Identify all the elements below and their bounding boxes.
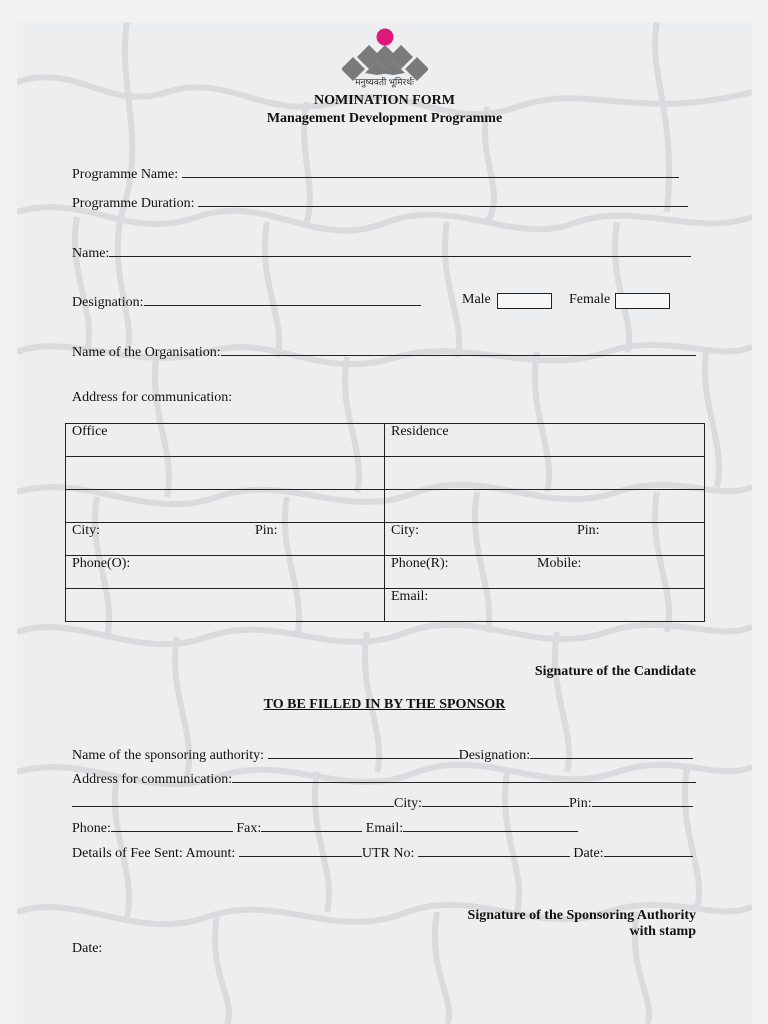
name-line[interactable] xyxy=(109,243,691,257)
office-header-cell xyxy=(66,424,385,457)
mobile-label: Mobile: xyxy=(537,556,582,571)
sponsor-pin-label: Pin: xyxy=(569,796,592,811)
residence-address-line-2[interactable] xyxy=(385,490,705,523)
sponsor-designation-line[interactable] xyxy=(530,745,693,759)
sponsor-fax-line[interactable] xyxy=(261,818,362,832)
residence-pin-label: Pin: xyxy=(577,523,600,538)
office-address-line-1[interactable] xyxy=(66,457,385,490)
office-phone-cell[interactable] xyxy=(66,556,385,589)
address-table xyxy=(65,423,705,622)
office-city-label: City: xyxy=(72,523,101,538)
office-address-line-2[interactable] xyxy=(66,490,385,523)
sponsor-signature-line-1: Signature of the Sponsoring Authority xyxy=(467,908,696,923)
table-row xyxy=(66,589,705,622)
email-label: Email: xyxy=(391,589,429,604)
sponsor-date-label: Date: xyxy=(573,846,604,861)
residence-phone-cell[interactable] xyxy=(385,556,705,589)
office-extra-cell[interactable] xyxy=(66,589,385,622)
sponsor-fee-row xyxy=(72,843,693,862)
form-subtitle: Management Development Programme xyxy=(266,111,503,126)
residence-city-pin-cell[interactable] xyxy=(385,523,705,556)
logo-motto: मनुष्यवती भूमिरर्थः xyxy=(355,77,414,87)
office-pin-label: Pin: xyxy=(255,523,278,538)
table-row xyxy=(66,523,705,556)
office-phone-label: Phone(O): xyxy=(72,556,131,571)
sponsor-authority-label: Name of the sponsoring authority: xyxy=(72,748,265,763)
email-cell[interactable] xyxy=(385,589,705,622)
sponsor-city-row xyxy=(72,793,693,812)
sponsor-signature-line-2: with stamp xyxy=(629,924,696,939)
sponsor-email-line[interactable] xyxy=(403,818,578,832)
sponsor-contact-row xyxy=(72,818,578,837)
male-checkbox[interactable] xyxy=(497,293,552,309)
sponsor-utr-line[interactable] xyxy=(418,843,570,857)
sponsor-fee-label: Details of Fee Sent: Amount: xyxy=(72,846,236,861)
programme-duration-label: Programme Duration: xyxy=(72,196,195,211)
bottom-date-label: Date: xyxy=(72,941,103,956)
programme-name-label: Programme Name: xyxy=(72,167,179,182)
form-page xyxy=(17,22,752,1024)
sponsor-address-label: Address for communication: xyxy=(72,772,233,787)
programme-duration-line[interactable] xyxy=(198,193,688,207)
organisation-field[interactable] xyxy=(72,342,696,361)
organisation-label: Name of the Organisation: xyxy=(72,345,221,360)
table-row xyxy=(66,490,705,523)
programme-name-line[interactable] xyxy=(182,164,679,178)
residence-header-cell xyxy=(385,424,705,457)
sponsor-amount-line[interactable] xyxy=(239,843,362,857)
table-row xyxy=(66,424,705,457)
table-row xyxy=(66,457,705,490)
sponsor-designation-label: Designation: xyxy=(458,748,531,763)
sponsor-city-label: City: xyxy=(394,796,423,811)
residence-phone-label: Phone(R): xyxy=(391,556,449,571)
sponsor-address-line-2[interactable] xyxy=(72,793,394,807)
organisation-line[interactable] xyxy=(221,342,696,356)
designation-field[interactable] xyxy=(72,292,421,311)
address-label: Address for communication: xyxy=(72,390,233,405)
residence-address-line-1[interactable] xyxy=(385,457,705,490)
name-field[interactable] xyxy=(72,243,691,262)
sponsor-section-heading: TO BE FILLED IN BY THE SPONSOR xyxy=(263,697,506,712)
male-label: Male xyxy=(462,292,491,307)
sponsor-pin-line[interactable] xyxy=(592,793,693,807)
sponsor-utr-label: UTR No: xyxy=(361,846,415,861)
form-title: NOMINATION FORM xyxy=(314,93,455,108)
sponsor-address-line[interactable] xyxy=(232,769,696,783)
office-city-pin-cell[interactable] xyxy=(66,523,385,556)
sponsor-date-line[interactable] xyxy=(604,843,693,857)
sponsor-city-line[interactable] xyxy=(422,793,569,807)
designation-label: Designation: xyxy=(72,295,144,310)
name-label: Name: xyxy=(72,246,110,261)
sponsor-authority-line[interactable] xyxy=(268,745,459,759)
designation-line[interactable] xyxy=(144,292,421,306)
sponsor-fax-label: Fax: xyxy=(236,821,262,836)
sponsor-signature-label xyxy=(468,908,696,940)
sponsor-address-row xyxy=(72,769,696,788)
sponsor-phone-line[interactable] xyxy=(111,818,233,832)
sponsor-phone-label: Phone: xyxy=(72,821,111,836)
table-row xyxy=(66,556,705,589)
candidate-signature-label: Signature of the Candidate xyxy=(534,664,696,679)
female-label: Female xyxy=(569,292,611,307)
residence-heading: Residence xyxy=(391,424,449,439)
sponsor-email-label: Email: xyxy=(365,821,404,836)
office-heading: Office xyxy=(72,424,108,439)
residence-city-label: City: xyxy=(391,523,420,538)
programme-name-field[interactable] xyxy=(72,164,679,183)
programme-duration-field[interactable] xyxy=(72,193,688,212)
female-checkbox[interactable] xyxy=(615,293,670,309)
sponsor-authority-row xyxy=(72,745,693,764)
